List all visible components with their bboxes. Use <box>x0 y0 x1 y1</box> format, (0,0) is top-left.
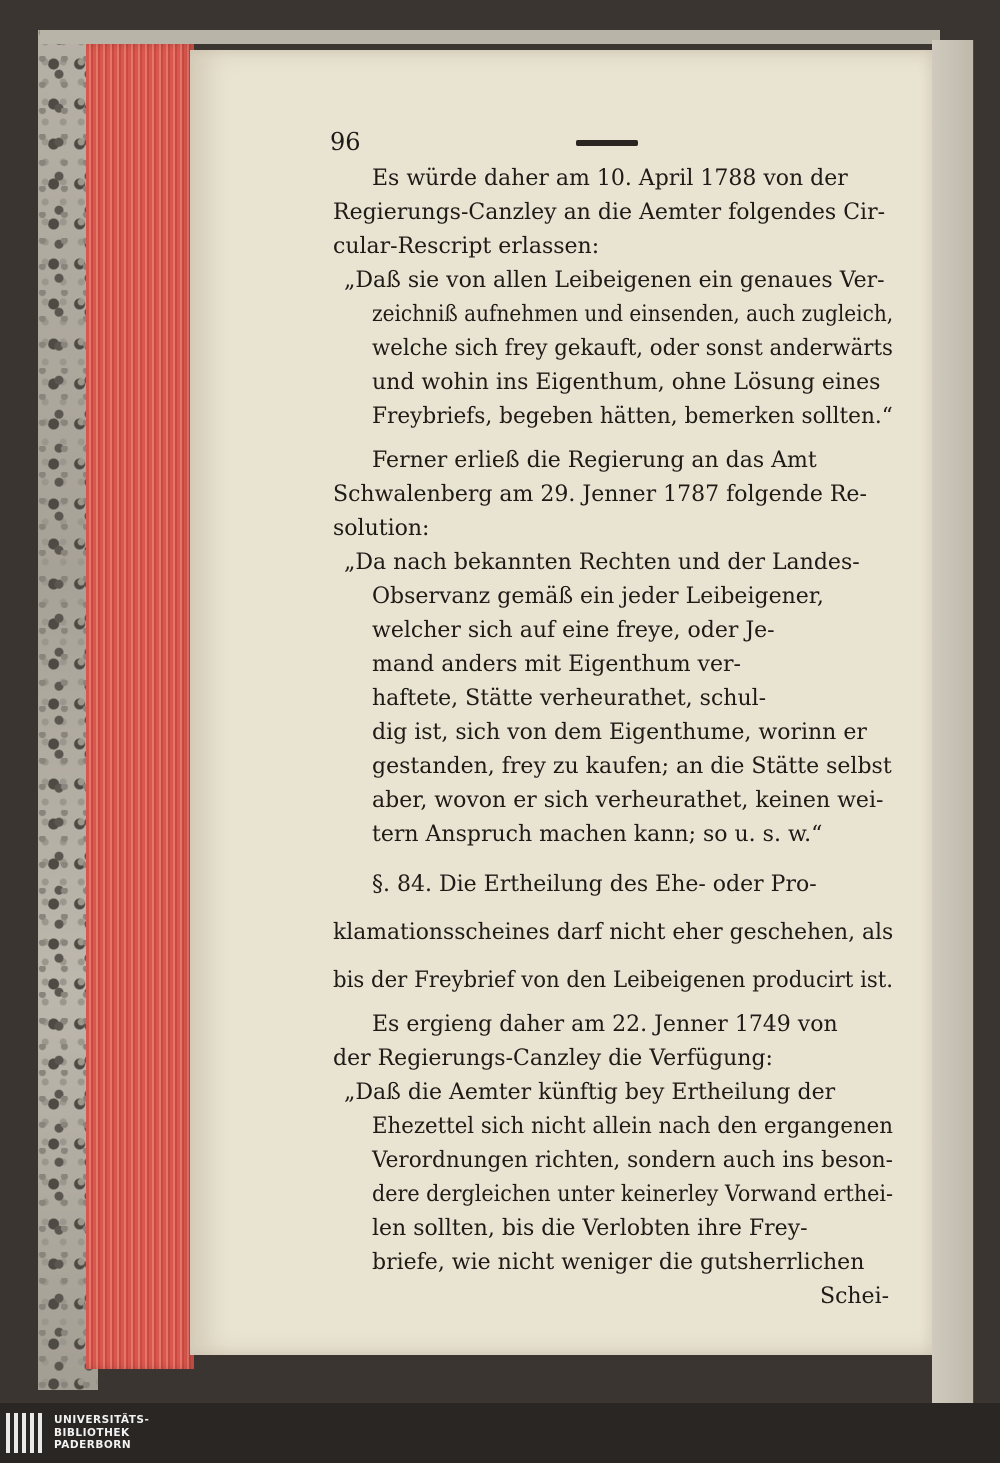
text-line: mand anders mit Eigenthum ver- <box>372 652 741 677</box>
text-line: Freybriefs, begeben hätten, bemerken sollten.“ <box>372 404 893 429</box>
text-line: Schei- <box>820 1284 890 1309</box>
text-line: zeichniß aufnehmen und einsenden, auch zugleich, <box>372 302 894 327</box>
text-line: Es würde daher am 10. April 1788 von der <box>372 166 848 191</box>
footer-bar <box>0 1403 1000 1463</box>
text-line: gestanden, frey zu kaufen; an die Stätte selbst <box>372 754 892 779</box>
text-line: „Da nach bekannten Rechten und der Landes- <box>344 550 860 575</box>
text-line: dig ist, sich von dem Eigenthume, worinn er <box>372 720 867 745</box>
text-line: welche sich frey gekauft, oder sonst anderwärts <box>372 336 893 361</box>
text-line: §. 84. Die Ertheilung des Ehe- oder Pro- <box>372 872 817 897</box>
text-line: tern Anspruch machen kann; so u. s. w.“ <box>372 822 823 847</box>
text-line: haftete, Stätte verheurathet, schul- <box>372 686 767 711</box>
text-line: aber, wovon er sich verheurathet, keinen wei- <box>372 788 884 813</box>
right-cover-edge <box>932 40 1000 1403</box>
text-line: dere dergleichen unter keinerley Vorwand erthei- <box>372 1182 893 1207</box>
library-logo <box>6 1413 149 1453</box>
text-line: „Daß sie von allen Leibeigenen ein genaues Ver- <box>344 268 885 293</box>
text-line: und wohin ins Eigenthum, ohne Lösung eines <box>372 370 881 395</box>
library-logo-icon <box>6 1413 46 1453</box>
text-line: cular-Rescript erlassen: <box>333 234 600 259</box>
cover-top-edge <box>40 30 940 44</box>
red-page-edges <box>86 44 194 1369</box>
text-line: Ferner erließ die Regierung an das Amt <box>372 448 817 473</box>
text-line: Es ergieng daher am 22. Jenner 1749 von <box>372 1012 838 1037</box>
library-name-line2: BIBLIOTHEK <box>54 1426 130 1439</box>
header-ornament <box>576 140 638 146</box>
library-name <box>54 1414 149 1452</box>
text-line: bis der Freybrief von den Leibeigenen producirt ist. <box>333 968 894 993</box>
text-line: len sollten, bis die Verlobten ihre Frey- <box>372 1216 808 1241</box>
text-line: briefe, wie nicht weniger die gutsherrlichen <box>372 1250 865 1275</box>
library-name-line3: PADERBORN <box>54 1439 132 1452</box>
text-line: klamationsscheines darf nicht eher geschehen, als <box>333 920 894 945</box>
text-line: Observanz gemäß ein jeder Leibeigener, <box>372 584 824 609</box>
page-number: 96 <box>330 128 361 156</box>
text-line: Schwalenberg am 29. Jenner 1787 folgende Re- <box>333 482 867 507</box>
text-line: Regierungs-Canzley an die Aemter folgendes Cir- <box>333 200 886 225</box>
text-line: der Regierungs-Canzley die Verfügung: <box>333 1046 773 1071</box>
text-line: „Daß die Aemter künftig bey Ertheilung der <box>344 1080 836 1105</box>
text-line: solution: <box>333 516 430 541</box>
text-line: welcher sich auf eine freye, oder Je- <box>372 618 775 643</box>
text-line: Ehezettel sich nicht allein nach den ergangenen <box>372 1114 893 1139</box>
text-line: Verordnungen richten, sondern auch ins beson- <box>372 1148 893 1173</box>
library-name-line1: UNIVERSITÄTS- <box>54 1414 150 1427</box>
